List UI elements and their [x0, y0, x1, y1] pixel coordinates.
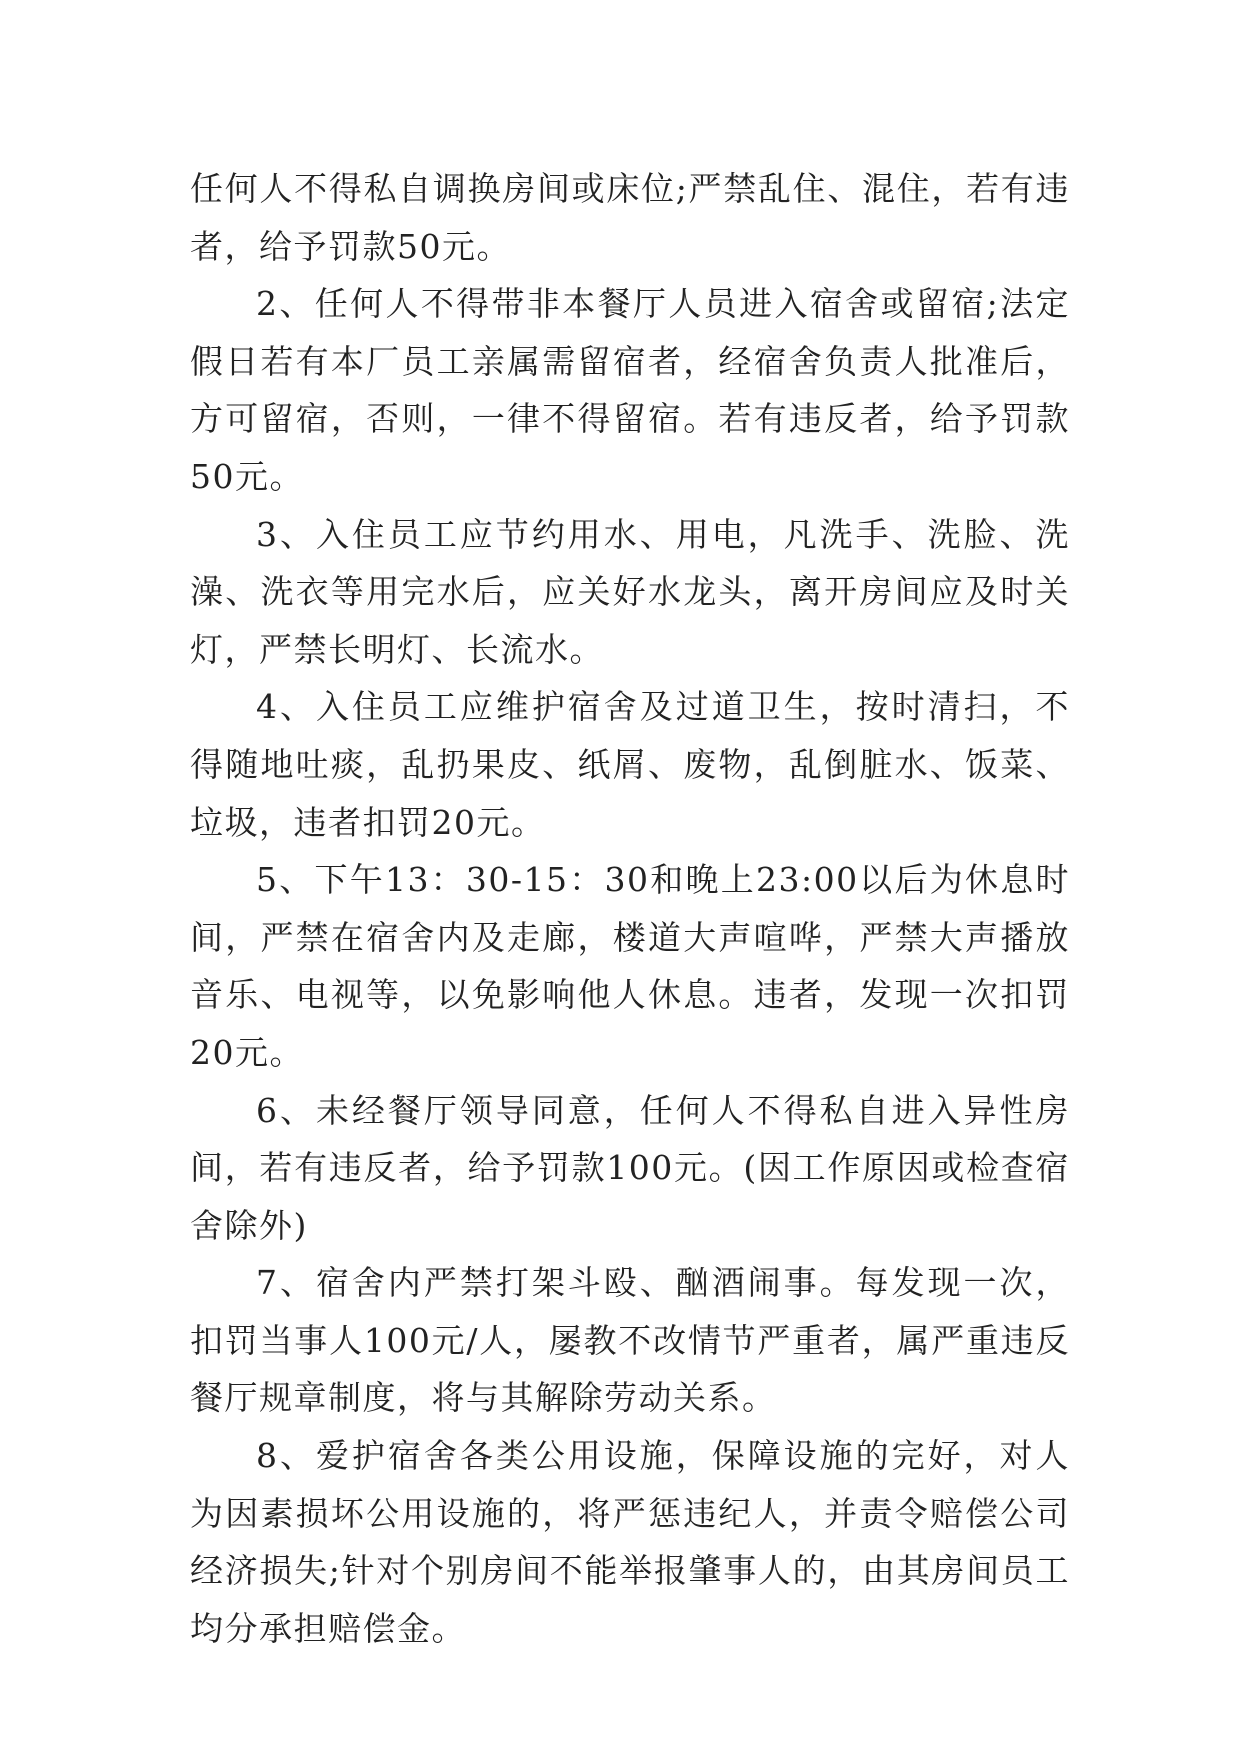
paragraph-rule-8: 8、爱护宿舍各类公用设施，保障设施的完好，对人为因素损坏公用设施的，将严惩违纪人，并责令赔偿公司经济损失;针对个别房间不能举报肇事人的，由其房间员工均分承担赔偿金。 — [190, 1436, 1070, 1648]
paragraph-rule-2: 2、任何人不得带非本餐厅人员进入宿舍或留宿;法定假日若有本厂员工亲属需留宿者，经宿舍负责人批准后，方可留宿，否则，一律不得留宿。若有违反者，给予罚款50元。 — [190, 284, 1070, 496]
paragraph-rule-3: 3、入住员工应节约用水、用电，凡洗手、洗脸、洗澡、洗衣等用完水后，应关好水龙头，离开房间应及时关灯，严禁长明灯、长流水。 — [190, 514, 1070, 669]
document-body — [190, 160, 1070, 1657]
paragraph-rule-6: 6、未经餐厅领导同意，任何人不得私自进入异性房间，若有违反者，给予罚款100元。(因工作原因或检查宿舍除外) — [190, 1090, 1070, 1245]
paragraph-continuation: 任何人不得私自调换房间或床位;严禁乱住、混住，若有违者，给予罚款50元。 — [190, 169, 1070, 266]
paragraph-rule-5: 5、下午13：30-15：30和晚上23:00以后为休息时间，严禁在宿舍内及走廊，楼道大声喧哗，严禁大声播放音乐、电视等，以免影响他人休息。违者，发现一次扣罚20元。 — [190, 860, 1070, 1072]
paragraph-rule-7: 7、宿舍内严禁打架斗殴、酗酒闹事。每发现一次，扣罚当事人100元/人，屡教不改情节严重者，属严重违反餐厅规章制度，将与其解除劳动关系。 — [190, 1263, 1070, 1418]
paragraph-rule-4: 4、入住员工应维护宿舍及过道卫生，按时清扫，不得随地吐痰，乱扔果皮、纸屑、废物，乱倒脏水、饭菜、垃圾，违者扣罚20元。 — [190, 687, 1070, 842]
